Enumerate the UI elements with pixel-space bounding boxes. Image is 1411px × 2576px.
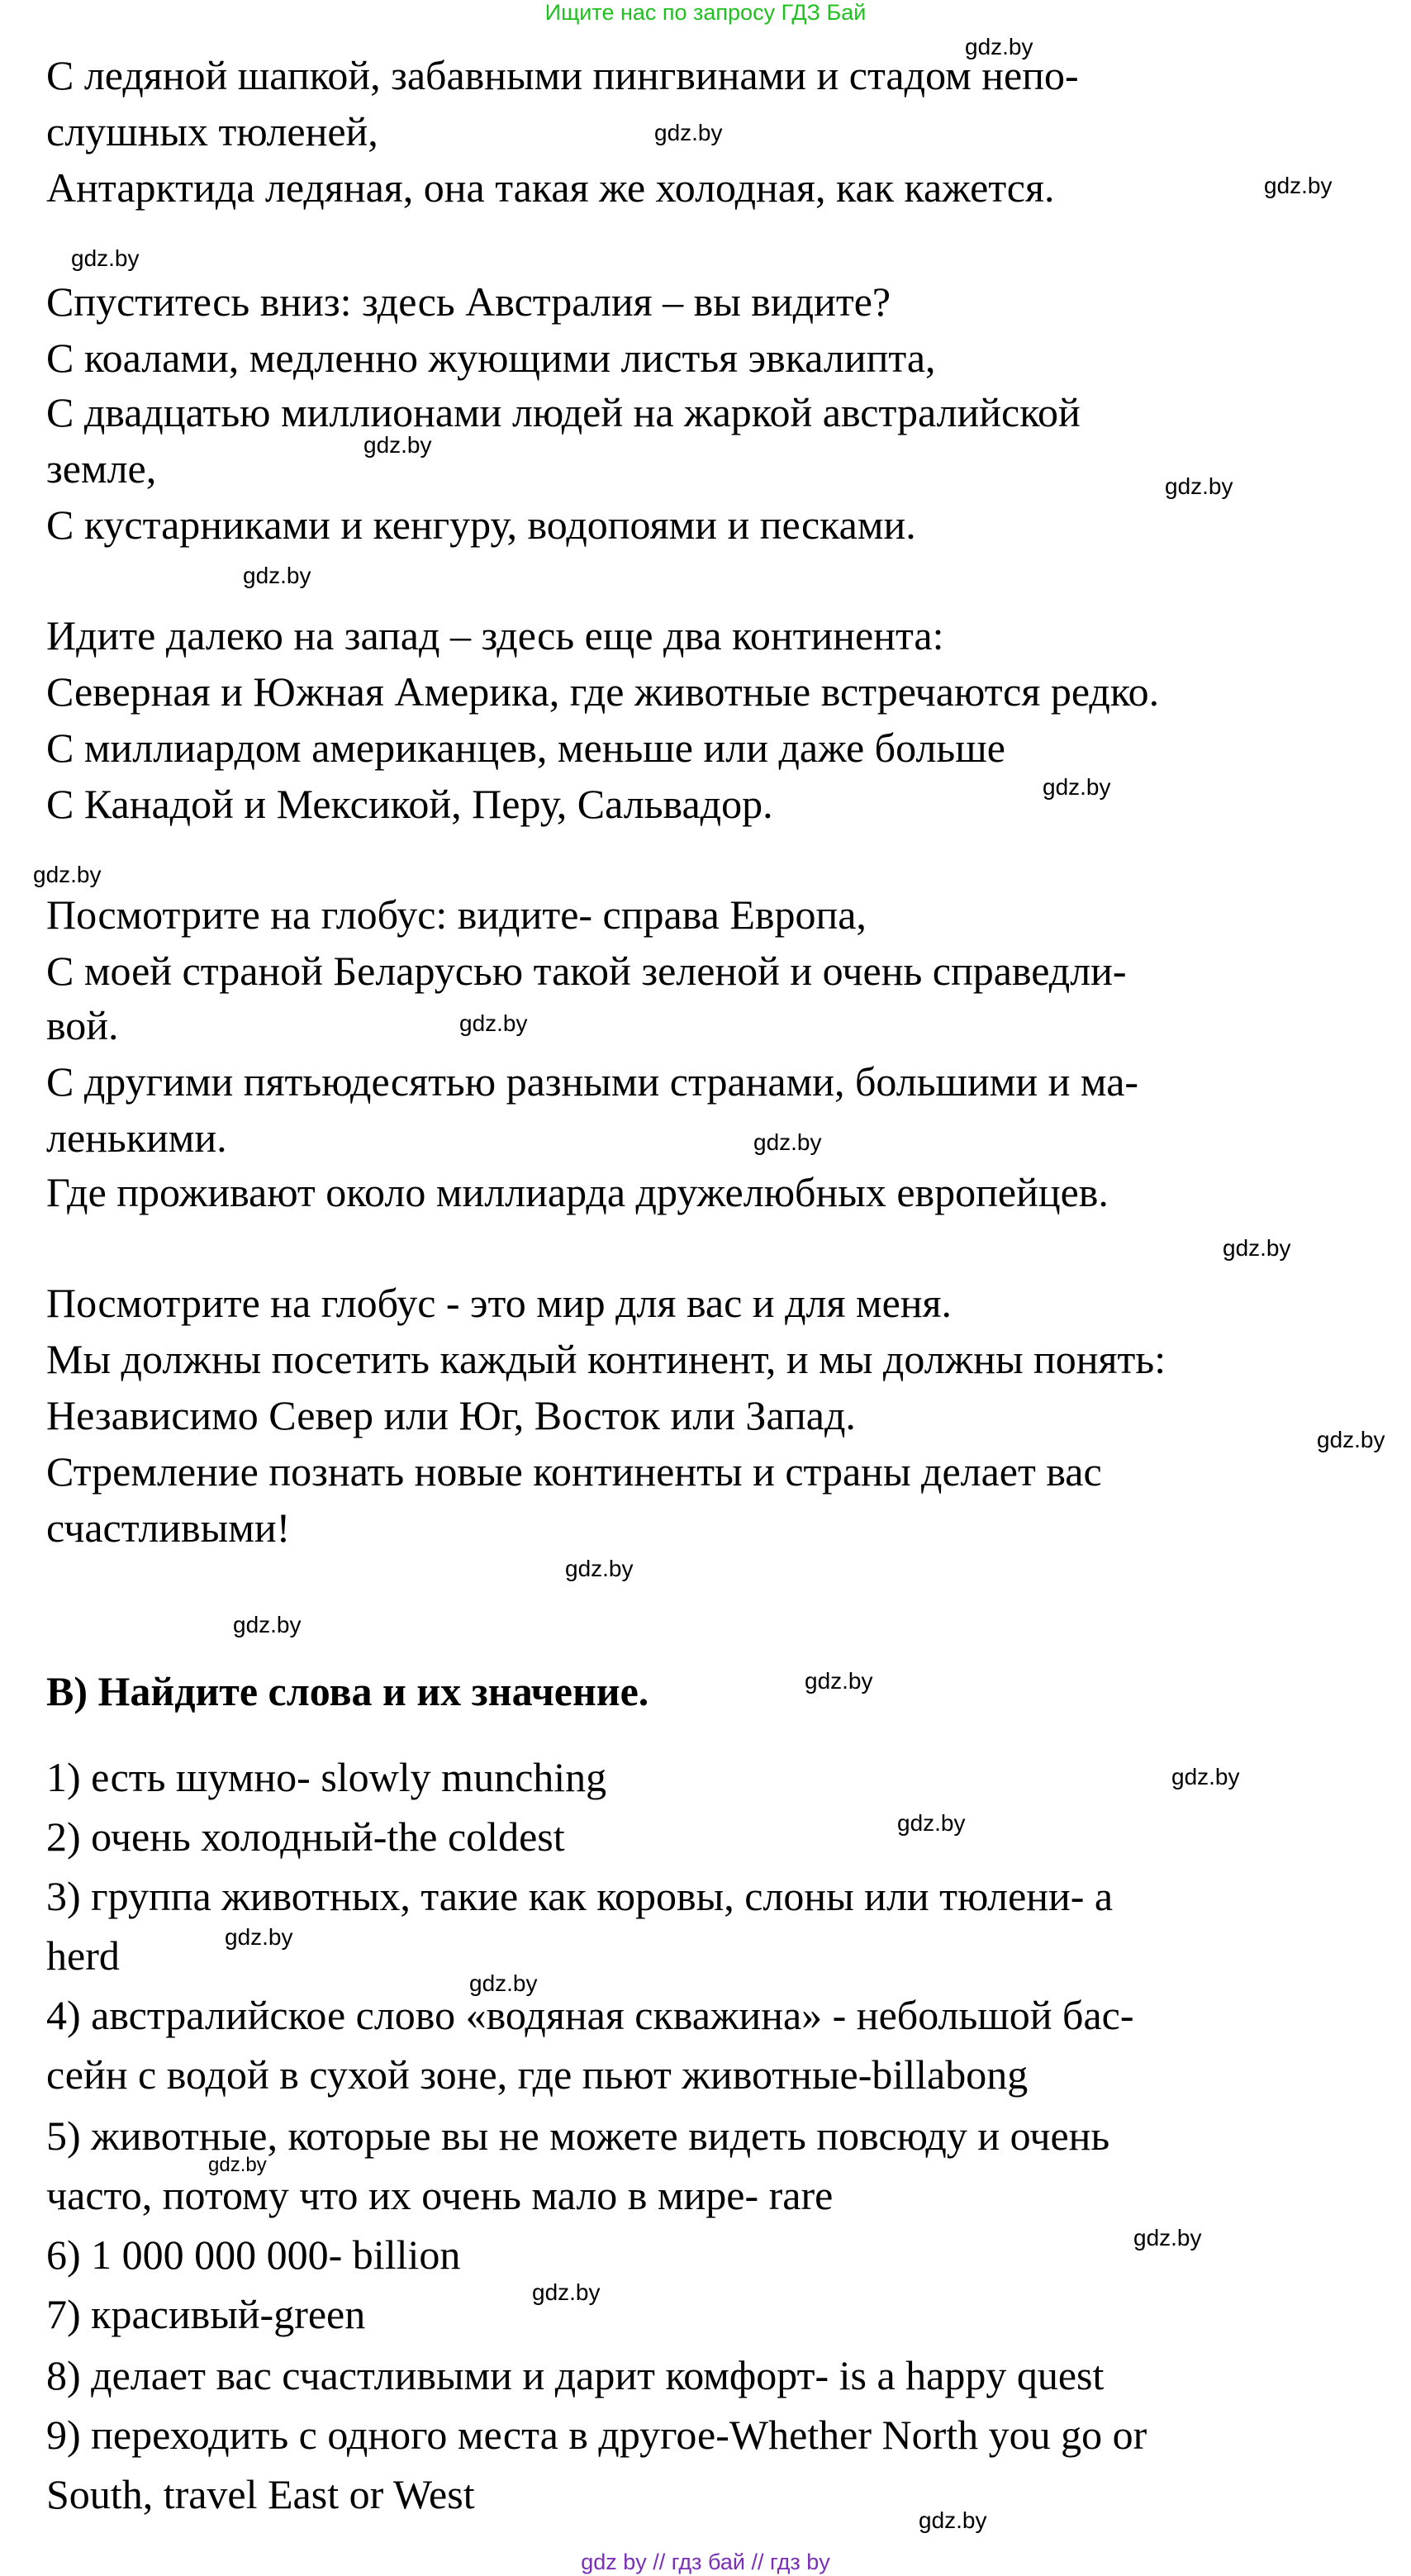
watermark: gdz.by <box>208 2154 267 2176</box>
poem-line: С кустарниками и кенгуру, водопоями и песками. <box>46 501 916 548</box>
watermark: gdz.by <box>965 34 1033 59</box>
vocab-item: сейн с водой в сухой зоне, где пьют животные-billabong <box>46 2051 1029 2098</box>
watermark: gdz.by <box>363 432 432 458</box>
poem-line: Северная и Южная Америка, где животные встречаются редко. <box>46 668 1160 715</box>
poem-line: земле, <box>46 445 157 492</box>
watermark: gdz.by <box>897 1810 966 1836</box>
watermark: gdz.by <box>565 1556 634 1581</box>
poem-line: вой. <box>46 1002 119 1048</box>
vocab-item: 5) животные, которые вы не можете видеть повсюду и очень <box>46 2113 1110 2159</box>
poem-line: С Канадой и Мексикой, Перу, Сальвадор. <box>46 781 773 827</box>
poem-line: ленькими. <box>46 1115 227 1161</box>
section-heading: B) Найдите слова и их значение. <box>46 1668 649 1714</box>
poem-line: счастливыми! <box>46 1504 291 1551</box>
watermark: gdz.by <box>654 120 723 145</box>
vocab-item: 2) очень холодный-the coldest <box>46 1813 565 1860</box>
watermark: gdz.by <box>805 1668 873 1694</box>
watermark: gdz.by <box>1165 473 1233 499</box>
poem-line: С другими пятьюдесятью разными странами, большими и ма- <box>46 1058 1139 1105</box>
watermark: gdz.by <box>532 2279 601 2305</box>
vocab-item: часто, потому что их очень мало в мире- rare <box>46 2172 834 2218</box>
watermark: gdz.by <box>71 245 140 271</box>
vocab-item: herd <box>46 1932 120 1979</box>
vocab-item: 3) группа животных, такие как коровы, слоны или тюлени- a <box>46 1873 1114 1919</box>
watermark: gdz.by <box>1317 1427 1385 1452</box>
footer-links: gdz by // гдз бай // гдз by <box>581 2550 830 2574</box>
watermark: gdz.by <box>1133 2225 1202 2250</box>
poem-line: С моей страной Беларусью такой зеленой и очень справедли- <box>46 948 1127 994</box>
poem-line: слушных тюленей, <box>46 108 378 154</box>
vocab-item: 8) делает вас счастливыми и дарит комфорт- is a happy quest <box>46 2352 1105 2398</box>
poem-line: Стремление познать новые континенты и страны делает вас <box>46 1448 1102 1495</box>
vocab-item: 4) австралийское слово «водяная скважина» - небольшой бас- <box>46 1992 1134 2038</box>
watermark: gdz.by <box>459 1010 528 1036</box>
poem-line: Спуститесь вниз: здесь Австралия – вы видите? <box>46 278 891 325</box>
poem-line: С коалами, медленно жующими листья эвкалипта, <box>46 335 936 381</box>
vocab-item: 6) 1 000 000 000- billion <box>46 2231 461 2278</box>
watermark: gdz.by <box>1043 774 1111 800</box>
vocab-item: 1) есть шумно- slowly munching <box>46 1754 607 1800</box>
poem-line: Посмотрите на глобус - это мир для вас и для меня. <box>46 1280 953 1326</box>
poem-line: Антарктида ледяная, она такая же холодная, как кажется. <box>46 164 1055 211</box>
top-banner: Ищите нас по запросу ГДЗ Бай <box>544 0 867 25</box>
poem-line: Мы должны посетить каждый континент, и мы должны понять: <box>46 1336 1166 1382</box>
poem-line: С ледяной шапкой, забавными пингвинами и стадом непо- <box>46 52 1079 98</box>
watermark: gdz.by <box>33 862 102 887</box>
poem-line: С миллиардом американцев, меньше или даже больше <box>46 725 1005 771</box>
vocab-item: South, travel East or West <box>46 2471 475 2517</box>
watermark: gdz.by <box>233 1612 302 1637</box>
watermark: gdz.by <box>1223 1235 1291 1261</box>
watermark: gdz.by <box>243 563 311 588</box>
poem-line: Посмотрите на глобус: видите- справа Европа, <box>46 891 867 938</box>
poem-line: Независимо Север или Юг, Восток или Запад. <box>46 1392 856 1438</box>
watermark: gdz.by <box>1264 173 1333 198</box>
poem-line: Где проживают около миллиарда дружелюбных европейцев. <box>46 1169 1109 1215</box>
vocab-item: 7) красивый-green <box>46 2291 366 2337</box>
watermark: gdz.by <box>225 1924 293 1950</box>
watermark: gdz.by <box>1171 1764 1240 1789</box>
vocab-item: 9) переходить с одного места в другое-Whether North you go or <box>46 2412 1147 2458</box>
watermark: gdz.by <box>469 1970 538 1996</box>
poem-line: С двадцатью миллионами людей на жаркой австралийской <box>46 389 1081 435</box>
poem-line: Идите далеко на запад – здесь еще два континента: <box>46 612 944 658</box>
watermark: gdz.by <box>919 2507 987 2533</box>
watermark: gdz.by <box>753 1129 822 1155</box>
